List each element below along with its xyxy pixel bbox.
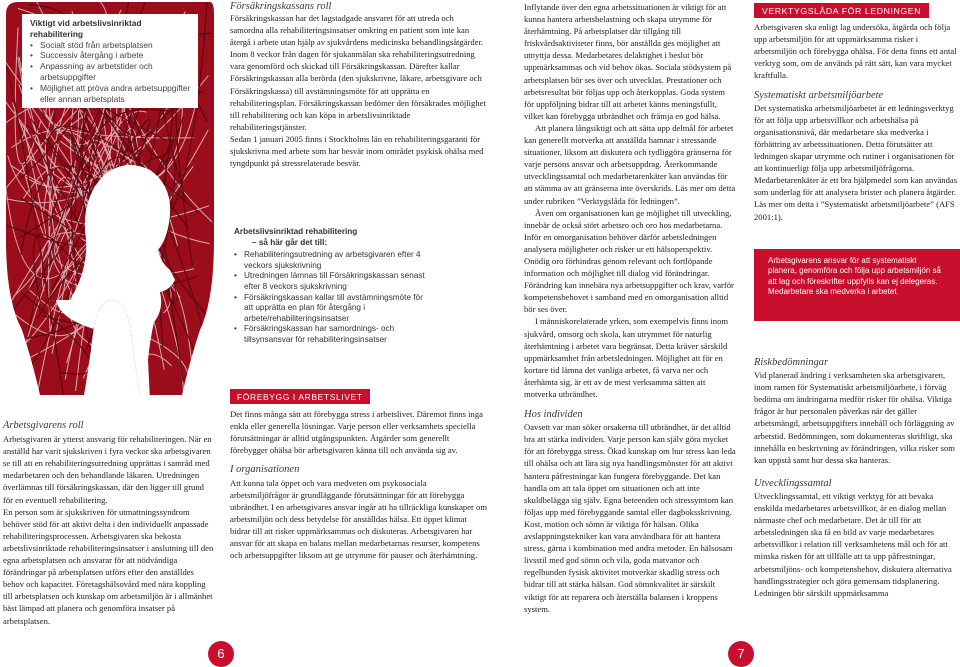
page-number-right: 7 bbox=[728, 641, 754, 667]
list-item: • Anpassning av arbetstider och arbetsuppgifter bbox=[30, 61, 192, 83]
list-item: • Utredningen lämnas till Försäkringskassan senast efter 8 veckors sjukskrivning bbox=[234, 271, 434, 292]
important-box-list bbox=[30, 40, 192, 105]
section-heading: Systematiskt arbetsmiljöarbete bbox=[754, 89, 884, 101]
body-paragraph: Arbetsgivaren är ytterst ansvarig för rehabiliteringen. När en anställd har varit sjukskriven i fyra veckor ska arbetsgivaren se till att en rehabiliteringsutredning upprättas i samråd med medarbetaren och den behandlande läkaren. Utredningen överlämnas till försäkringskassan, där den ligger till grund för en eventuell rehabilitering. bbox=[3, 434, 212, 505]
body-paragraph: Att kunna tala öppet och vara medveten om psykosociala arbetsmiljöfrågor är grundläggande förutsättningar för att förebygga utbrändhet. I en arbetsgivares ansvar ingår att ha tillräckliga kunskaper om arbetsmiljön och dess betydelse för anställdas hälsa. Ett öppet klimat bidrar till att risker uppmärksammas och diskuteras. Arbetsgivaren har ansvar för att skapa en balans mellan medarbetarnas resurser, kompetens och arbetsuppgifter liksom att ge utrymme för pauser och återhämtning. bbox=[230, 477, 488, 561]
section-tag: FÖREBYGG I ARBETSLIVET bbox=[230, 389, 370, 404]
box-title: Arbetslivsinriktad rehabilitering bbox=[234, 227, 358, 236]
section-heading: Arbetsgivarens roll bbox=[3, 420, 84, 431]
column-3 bbox=[496, 0, 736, 667]
body-paragraph: Att planera långsiktigt och att sätta upp delmål för arbetet kan generellt motverka att anställda hamnar i stressande situationer, liksom att diskutera och tydliggöra gränserna för varje persons ansvar och arbetsuppdrag. Återkommande utvecklingssamtal och medarbetarenkäter kan användas för att stämma av att gränserna inte överskrids. Läs mer om detta under rubriken ”Verktygslåda för ledningen”. bbox=[524, 122, 736, 206]
rehab-steps-box bbox=[234, 227, 434, 346]
list-item: • Försäkringskassan har samordnings- och tillsynsansvar för rehabiliteringsinsatser bbox=[234, 324, 434, 345]
employer-responsibility-box bbox=[754, 249, 960, 321]
column-2 bbox=[230, 0, 492, 667]
body-paragraph: Det finns många sätt att förebygga stress i arbetslivet. Däremot finns inga enkla eller generella lösningar. Varje person eller verksamhets speciella förutsättningar är alltid utgångspunkten. Åtgärder som generellt förebygger ohälsa bör arbetsgivaren känna till och använda sig av. bbox=[230, 409, 483, 456]
body-paragraph: Inflytande över den egna arbetssituationen är viktigt för att kunna hantera arbetsbelastning och skapa utrymme för återhämtning. På arbetsplatser där tillgång till friskvårdsaktiviteter finns, bör anställda ges möjlighet att utnyttja dessa. Medarbetares delaktighet i beslut bör uppmärksammas och vid behov ökas. Sociala stödsystem på arbetsplatsen bör ses över och utvecklas. Prestationer och arbetsresultat bör följas upp och återkopplas. Goda system för uppföljning bidrar till att arbetet känns meningsfullt, vilket kan förebygga utbrändhet och främja en god hälsa. bbox=[524, 2, 732, 121]
list-item: • Rehabiliteringsutredning av arbetsgivaren efter 4 veckors sjukskrivning bbox=[234, 250, 434, 271]
body-paragraph: Oavsett var man söker orsakerna till utbrändhet, är det alltid bra att stärka individen. Varje person kan själv göra mycket för att förebygga stress. Ökad kunskap om hur stress kan leda till ohälsa och att lära sig nya handlingsmönster för att aktivt hantera påfrestningar kan fungera förebyggande. Det kan handla om att tala öppet om situationen och att inte skuldbelägga sig själv. Egna beteenden och stressymtom kan följas upp med förebyggande samtal eller dagboksskrivning. Kost, motion och sömn är viktiga för hälsan. Olika avslappningstekniker kan vara användbara för att hantera stress, gärna i kombination med andra metoder. En hälsosam livsstil med god sömn och vila, goda matvanor och regelbunden fysisk aktivitet motverkar skadlig stress och bidrar till att stärka hälsan. God sömnkvalitet är särskilt viktigt för att reparera och återställa balansen i kroppens system. bbox=[524, 422, 736, 614]
column-1 bbox=[0, 0, 225, 667]
column-4 bbox=[737, 0, 960, 667]
body-paragraph: I människorelaterade yrken, som exempelvis finns inom sjukvård, omsorg och skola, kan utrymmet för naturlig återhämtning i arbetet vara begränsat. Detta kräver särskild uppmärksamhet från arbetsledningen. Möjlighet att för en kortare tid lämna det vanliga arbetet, få varva ner och återhämta sig, är ett av de mest verksamma sätten att motverka utbrändhet. bbox=[524, 316, 729, 399]
body-paragraph: En person som är sjukskriven för utmattningssyndrom behöver stöd för att aktivt delta i den individuellt anpassade rehabiliteringsprocessen. Arbetsgivaren ska bekosta arbetslivsinriktade rehabiliteringsinsatser i anslutning till den egna arbetsplatsen och ansvarar för att nödvändiga förändringar på arbetsplatsen utförs efter den anställdes behov och kapacitet. Företagshälsovård med nära koppling till arbetsplatsen och kunskap om arbetsmiljön är i allmänhet bäst lämpad att planera och genomföra insatser på arbetsplatsen. bbox=[3, 506, 214, 626]
page-number-left: 6 bbox=[208, 641, 234, 667]
list-item: • Socialt stöd från arbetsplatsen bbox=[30, 40, 192, 51]
important-box bbox=[22, 14, 198, 108]
section-heading: I organisationen bbox=[230, 464, 300, 476]
list-item: • Möjlighet att pröva andra arbetsuppgifter eller annan arbetsplats bbox=[30, 83, 192, 105]
section-heading: Utvecklingssamtal bbox=[754, 477, 832, 489]
body-paragraph: Vid planerad ändring i verksamheten ska arbetsgivaren, inom ramen för Systematiskt arbetsmiljöarbete, i förväg bedöma om ändringarna medför risker för ohälsa. Viktiga frågor är hur personalen påverkas när det gäller arbetsmängd, arbetsuppgifters innehåll och förläggning av arbetstid. Bedömningen, som dokumenteras skriftligt, ska innehålla en beskrivning av förändringen, vilka risker som kan uppstå samt hur dessa ska hanteras. bbox=[754, 370, 955, 465]
box-subtitle: – så här går det till: bbox=[252, 237, 328, 247]
section-tag: VERKTYGSLÅDA FÖR LEDNINGEN bbox=[754, 3, 929, 18]
body-paragraph: Försäkringskassan har det lagstadgade ansvaret för att utreda och samordna alla rehabiliteringsinsatser omkring en patient som inte kan återgå i arbete utan hjälp av sjukvårdens medicinska behandlingsåtgärder. Inom 8 veckor från dagen för sjukanmälan ska rehabiliteringsutredning vara genomförd och skickad till Försäkringskassan. Därefter kallar Försäkringskassan alla berörda (den sjukskrivne, läkare, arbetsgivare och Försäkringskassa) till avstämningsmöte för att upprätta en rehabiliteringsplan. Försäkringskassan bedömer den försäkrades möjlighet till rehabilitering och kan köpa in arbetslivsinriktade rehabiliteringstjänster. bbox=[230, 13, 486, 132]
section-heading: Riskbedömningar bbox=[754, 357, 829, 368]
important-box-title: Viktigt vid arbetslivsinriktad rehabilitering bbox=[30, 18, 142, 39]
body-paragraph: Det systematiska arbetsmiljöarbetet är ett ledningsverktyg för att följa upp arbetsvillkor och arbetshälsa på organisationsnivå, där medarbetare ska medverka i förbättring av arbetssituationen. Detta förutsätter att ledningen skapar utrymme och rutiner i organisationen för att kontinuerligt följa upp arbetsmiljöfrågorna. Medarbetarenkäter är ett bra hjälpmedel som kan användas som underlag för att analysera brister och planera åtgärder. Läs mer om detta i ”Systematiskt arbetsmiljöarbete” (AFS 2001:1). bbox=[754, 102, 958, 222]
box-text: Arbetsgivarens ansvar för att systematiskt planera, genomföra och följa upp arbetsmiljön så att lag och föreskrifter uppfylls kan ej delegeras. Medarbetare ska medverka i arbetet. bbox=[768, 256, 941, 297]
section-heading: Försäkringskassans roll bbox=[230, 1, 332, 12]
body-paragraph: Utvecklingssamtal, ett viktigt verktyg för att bevaka enskilda medarbetares arbetsvillkor, är en dialog mellan närmaste chef och medarbetare. Det är till för att arbetsledningen ska få en bild av varje medarbetares arbetsvillkor i relation till verksamhetens mål och för att minska risken för att tillfälle att ta upp påfrestningar, arbetsmiljöns- och kompetensbehov, diskutera alternativa handlingsstrategier och göra gemensam tidsplanering. Ledningen bör särskilt uppmärksamma bbox=[754, 490, 952, 598]
list-item: • Successiv återgång i arbete bbox=[30, 50, 192, 61]
body-paragraph: Sedan 1 januari 2005 finns i Stockholms län en rehabiliteringsgaranti för sjukskrivna med arbete som har besvär inom området psykisk ohälsa med tyngdpunkt på stressrelaterade besvär. bbox=[230, 133, 484, 169]
list-item: • Försäkringskassan kallar till avstämningsmöte för att upprätta en plan för återgång i arbete/rehabiliteringsinsatser bbox=[234, 293, 434, 325]
body-paragraph: Även om organisationen kan ge möjlighet till utveckling, innebär de också stört arbetsro och oro hos medarbetarna. Inför en omorganisation behöver därför arbetsledningen analysera möjligheter och risker ur ett hälsoperspektiv. Onödig oro förhindras genom relevant och fortlöpande information och möjlighet till dialog vid förändringar. Förändring kan innebära nya arbetsuppgifter och krav, varför kompetensbehovet i samband med en omorganisation alltid bör ses över. bbox=[524, 207, 734, 315]
body-paragraph: Arbetsgivaren ska enligt lag undersöka, åtgärda och följa upp arbetsmiljön för att uppmärksamma risker i arbetsmiljön och förebygga ohälsa. För detta finns ett antal verktyg som, om de används på rätt sätt, kan vara mycket kraftfulla. bbox=[754, 22, 957, 81]
box-list bbox=[234, 250, 434, 345]
employer-role-section bbox=[3, 420, 215, 627]
section-heading: Hos individen bbox=[524, 409, 583, 421]
